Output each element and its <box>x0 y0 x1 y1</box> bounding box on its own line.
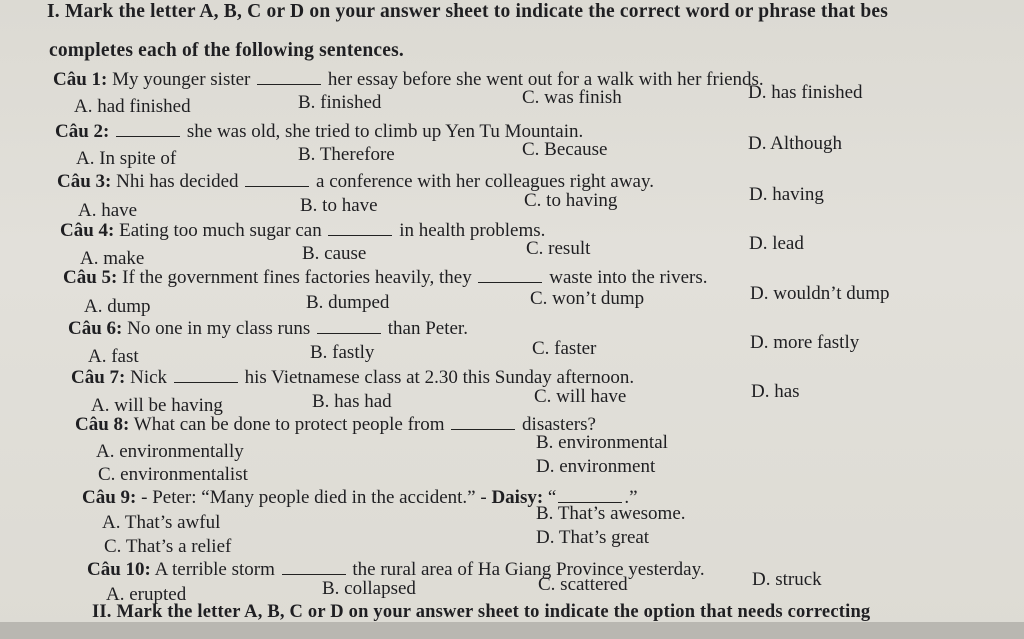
option-b: B. fastly <box>310 342 375 363</box>
option-c: C. was finish <box>522 87 622 108</box>
option-c: C. environmentalist <box>98 464 248 485</box>
answer-blank <box>116 120 180 137</box>
option-d: D. more fastly <box>750 332 860 353</box>
quote-mark: .” <box>624 487 638 508</box>
question-text: My younger sister <box>112 69 251 90</box>
answer-blank <box>451 413 515 430</box>
question-text: waste into the rivers. <box>549 267 708 288</box>
answer-blank <box>328 219 392 236</box>
question-text: No one in my class runs <box>127 318 311 339</box>
section-1-heading-line-2: completes each of the following sentences. <box>49 40 405 61</box>
option-d: D. wouldn’t dump <box>750 283 890 304</box>
question-label: Câu 5: <box>63 267 118 288</box>
option-d: D. has finished <box>748 82 863 103</box>
question-text: a conference with her colleagues right away. <box>316 171 654 192</box>
question-text: disasters? <box>522 414 596 435</box>
option-c: C. scattered <box>538 574 628 595</box>
question-label: Câu 2: <box>55 121 110 142</box>
option-a: A. make <box>80 248 145 269</box>
question-text: What can be done to protect people from <box>133 414 445 435</box>
question-6 <box>68 317 468 340</box>
option-b: B. dumped <box>306 292 390 313</box>
question-text: the rural area of Ha Giang Province yesterday. <box>352 559 705 580</box>
option-b: B. has had <box>312 391 392 412</box>
question-text: than Peter. <box>387 318 468 339</box>
question-text: his Vietnamese class at 2.30 this Sunday afternoon. <box>244 367 635 388</box>
question-label: Câu 1: <box>53 69 108 90</box>
option-d: D. struck <box>752 569 822 590</box>
option-b: B. Therefore <box>298 144 395 165</box>
option-b: B. collapsed <box>322 578 416 599</box>
option-d: D. having <box>749 184 824 205</box>
answer-blank <box>174 366 238 383</box>
question-label: Câu 8: <box>75 414 130 435</box>
answer-blank <box>282 558 346 575</box>
question-text: Nhi has decided <box>116 171 239 192</box>
option-c: C. will have <box>534 386 627 407</box>
question-label: Câu 9: <box>82 487 137 508</box>
option-d: D. That’s great <box>536 527 650 548</box>
question-text: If the government fines factories heavily, they <box>122 267 472 288</box>
option-a: A. fast <box>88 346 139 367</box>
option-c: C. result <box>526 238 591 259</box>
option-a: A. environmentally <box>96 441 244 462</box>
option-d: D. lead <box>749 233 804 254</box>
option-d: D. Although <box>748 133 842 154</box>
question-1 <box>53 68 764 91</box>
question-label: Câu 7: <box>71 367 126 388</box>
question-text: Eating too much sugar can <box>119 220 322 241</box>
option-d: D. environment <box>536 456 656 477</box>
question-label: Câu 10: <box>87 559 151 580</box>
option-a: A. will be having <box>91 395 223 416</box>
quote-mark: “ <box>547 487 557 508</box>
question-text: her essay before she went out for a walk with her friends. <box>327 69 764 90</box>
option-d: D. has <box>751 381 800 402</box>
question-8 <box>75 413 596 436</box>
option-c: C. faster <box>532 338 597 359</box>
question-label: Câu 6: <box>68 318 123 339</box>
question-2 <box>55 120 583 143</box>
page-bottom-shadow <box>0 622 1024 639</box>
question-label: Câu 4: <box>60 220 115 241</box>
option-c: C. Because <box>522 139 608 160</box>
question-text: A terrible storm <box>154 559 275 580</box>
option-b: B. cause <box>302 243 367 264</box>
option-b: B. environmental <box>536 432 668 453</box>
question-text: she was old, she tried to climb up Yen Tu Mountain. <box>186 121 584 142</box>
option-c: C. That’s a relief <box>104 536 232 557</box>
option-b: B. to have <box>300 195 378 216</box>
option-b: B. That’s awesome. <box>536 503 686 524</box>
question-text: Nick <box>130 367 168 388</box>
question-text: - Peter: “Many people died in the accident.” - <box>141 487 487 508</box>
option-a: A. had finished <box>74 96 191 117</box>
option-a: A. erupted <box>106 584 187 605</box>
section-1-heading-line-1: I. Mark the letter A, B, C or D on your answer sheet to indicate the correct word or phrase that bes <box>47 1 889 22</box>
option-a: A. That’s awful <box>102 512 221 533</box>
option-a: A. dump <box>84 296 151 317</box>
question-text: in health problems. <box>399 220 546 241</box>
section-2-heading: II. Mark the letter A, B, C or D on your answer sheet to indicate the option that needs correcting <box>92 602 871 622</box>
option-c: C. to having <box>524 190 618 211</box>
question-4 <box>60 219 545 242</box>
speaker-name: Daisy: <box>491 487 544 508</box>
question-label: Câu 3: <box>57 171 112 192</box>
option-b: B. finished <box>298 92 382 113</box>
answer-blank <box>558 486 622 503</box>
question-5 <box>63 266 708 289</box>
answer-blank <box>478 266 542 283</box>
option-a: A. have <box>78 200 138 221</box>
option-c: C. won’t dump <box>530 288 645 309</box>
answer-blank <box>257 68 321 85</box>
answer-blank <box>317 317 381 334</box>
option-a: A. In spite of <box>76 148 177 169</box>
answer-blank <box>245 170 309 187</box>
